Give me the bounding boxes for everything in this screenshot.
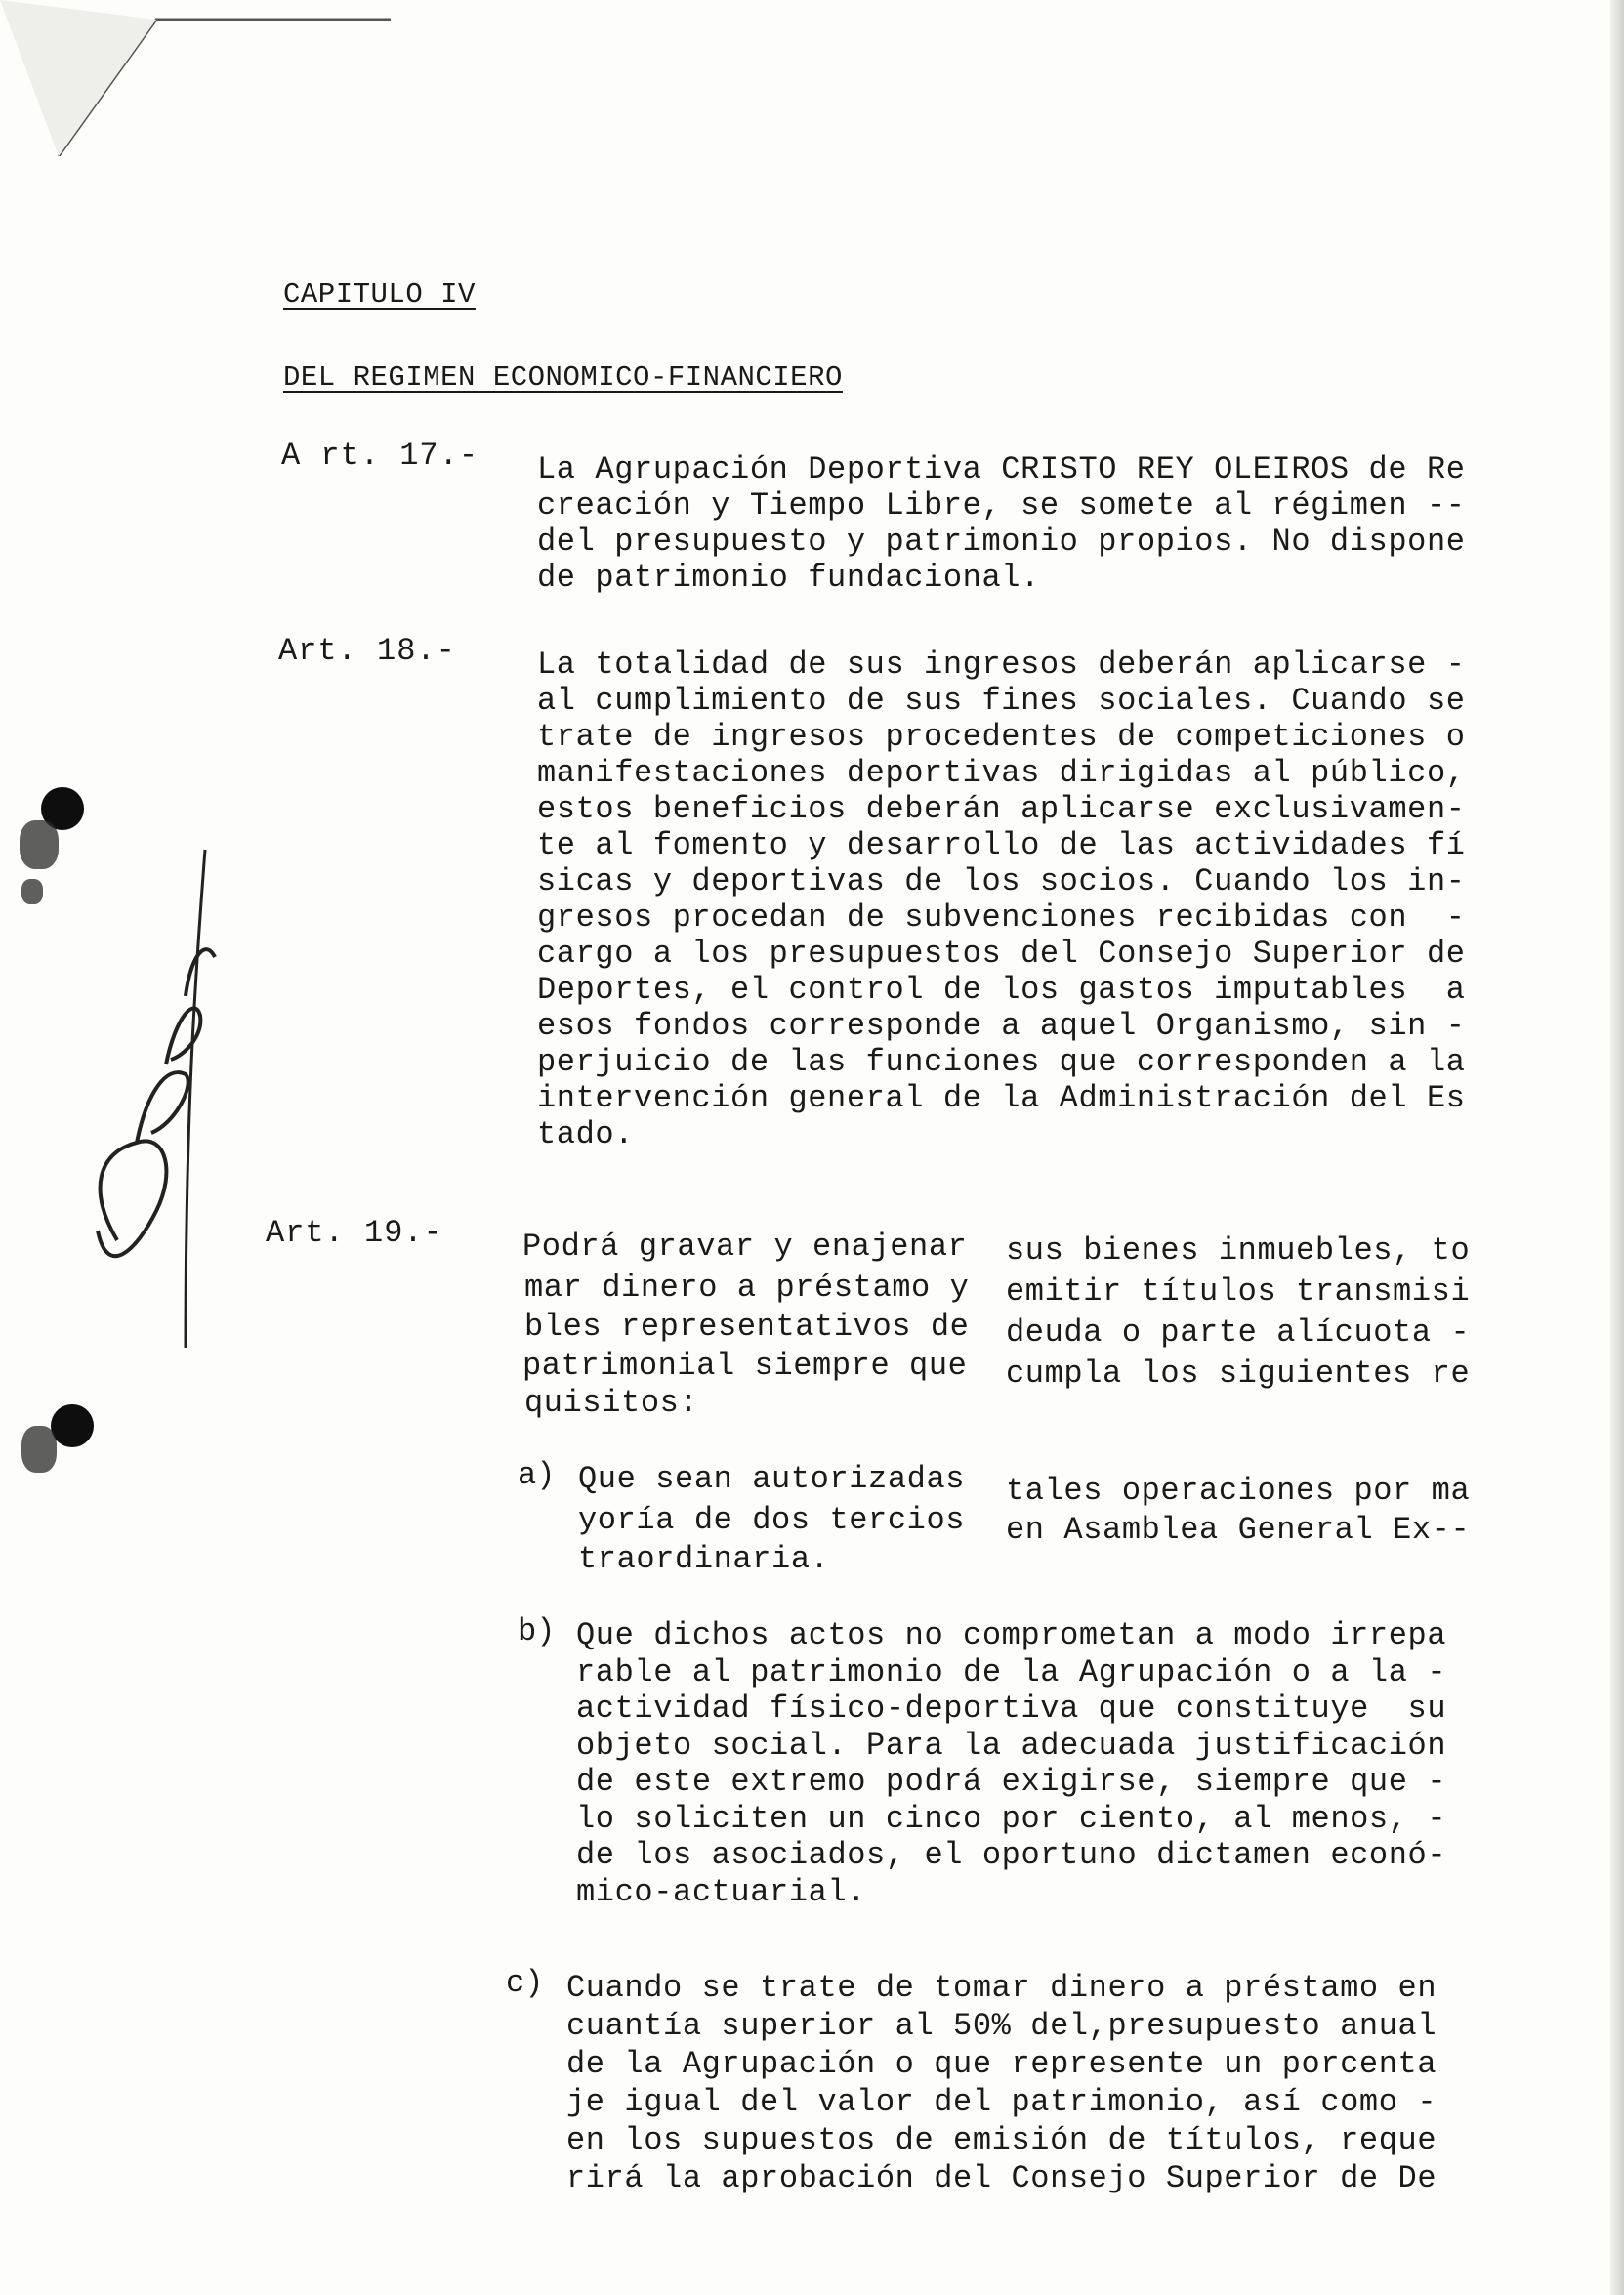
text-line: mico-actuarial. <box>576 1873 867 1910</box>
text-line: tado. <box>537 1116 635 1152</box>
text-line-left: patrimonial siempre que <box>522 1348 968 1384</box>
text-line-left: Que sean autorizadas <box>578 1461 966 1497</box>
item-label: b) <box>518 1613 556 1649</box>
text-line: estos beneficios deberán aplicarse exclusivamen- <box>537 791 1466 827</box>
text-line: actividad físico-deportiva que constituye su <box>576 1690 1447 1727</box>
folded-corner-edge <box>0 0 391 156</box>
article-label: Art. 19.- <box>266 1215 443 1251</box>
paper-damage-mark <box>21 1426 57 1473</box>
text-line: La Agrupación Deportiva CRISTO REY OLEIROS de Re <box>537 451 1466 487</box>
paper-damage-mark <box>20 820 59 869</box>
text-line: manifestaciones deportivas dirigidas al público, <box>537 755 1466 791</box>
text-line-right: deuda o parte alícuota - <box>1006 1314 1471 1351</box>
text-line: al cumplimiento de sus fines sociales. Cuando se <box>537 683 1466 719</box>
item-body <box>566 1969 1437 2197</box>
text-line: de la Agrupación o que represente un porcenta <box>566 2046 1437 2082</box>
text-line: La totalidad de sus ingresos deberán aplicarse - <box>537 647 1466 683</box>
text-line: trate de ingresos procedentes de competiciones o <box>537 719 1466 755</box>
article-body <box>537 647 1466 1152</box>
text-line-right: tales operaciones por ma <box>1006 1473 1471 1509</box>
text-line: en los supuestos de emisión de títulos, reque <box>566 2122 1437 2158</box>
text-line-right: emitir títulos transmisi <box>1006 1273 1471 1310</box>
text-line: perjuicio de las funciones que corresponden a la <box>537 1044 1466 1080</box>
article-body <box>537 451 1466 596</box>
text-line-left: bles representativos de <box>524 1309 970 1345</box>
text-line: je igual del valor del patrimonio, así como - <box>566 2084 1437 2120</box>
text-line-left: traordinaria. <box>578 1541 830 1577</box>
text-line: de este extremo podrá exigirse, siempre que - <box>576 1764 1447 1800</box>
text-line: rirá la aprobación del Consejo Superior de De <box>566 2160 1437 2196</box>
text-line: Deportes, el control de los gastos imputables a <box>537 972 1466 1008</box>
text-line: cargo a los presupuestos del Consejo Superior de <box>537 936 1466 972</box>
item-label: a) <box>518 1457 556 1493</box>
paper-damage-mark <box>21 879 43 904</box>
article-label: A rt. 17.- <box>281 438 479 474</box>
text-line: Cuando se trate de tomar dinero a préstamo en <box>566 1970 1437 2006</box>
text-line: lo soliciten un cinco por ciento, al menos, - <box>576 1800 1447 1837</box>
article-label: Art. 18.- <box>278 633 456 669</box>
text-line: sicas y deportivas de los socios. Cuando los in- <box>537 863 1466 899</box>
text-line: creación y Tiempo Libre, se somete al régimen -- <box>537 487 1466 523</box>
chapter-title: CAPITULO IV <box>283 278 476 311</box>
text-line: de los asociados, el oportuno dictamen econó- <box>576 1837 1447 1873</box>
text-line: esos fondos corresponde a aquel Organismo, sin - <box>537 1008 1466 1044</box>
text-line-right: en Asamblea General Ex-- <box>1006 1512 1471 1548</box>
punch-hole-bottom <box>51 1404 94 1447</box>
text-line: objeto social. Para la adecuada justificación <box>576 1727 1447 1764</box>
text-line: te al fomento y desarrollo de las actividades fí <box>537 827 1466 863</box>
handwritten-signature <box>78 820 225 1367</box>
text-line: cuantía superior al 50% del,presupuesto anual <box>566 2008 1437 2044</box>
text-line: Que dichos actos no comprometan a modo irrepa <box>576 1617 1447 1653</box>
text-line-left: Podrá gravar y enajenar <box>522 1229 968 1265</box>
text-line-left: yoría de dos tercios <box>578 1502 966 1538</box>
text-line-right: cumpla los siguientes re <box>1006 1356 1471 1392</box>
text-line: intervención general de la Administración del Es <box>537 1080 1466 1116</box>
text-line: gresos procedan de subvenciones recibidas con - <box>537 899 1466 936</box>
item-body <box>576 1617 1446 1910</box>
right-scan-edge <box>1610 0 1624 2295</box>
text-line-left: quisitos: <box>524 1385 699 1421</box>
text-line: rable al patrimonio de la Agrupación o a la - <box>576 1653 1447 1690</box>
text-line: del presupuesto y patrimonio propios. No dispone <box>537 523 1466 560</box>
chapter-subtitle: DEL REGIMEN ECONOMICO-FINANCIERO <box>283 361 843 394</box>
item-label: c) <box>506 1965 544 2001</box>
text-line: de patrimonio fundacional. <box>537 560 1040 596</box>
text-line-left: mar dinero a préstamo y <box>524 1270 970 1306</box>
text-line-right: sus bienes inmuebles, to <box>1006 1232 1471 1269</box>
